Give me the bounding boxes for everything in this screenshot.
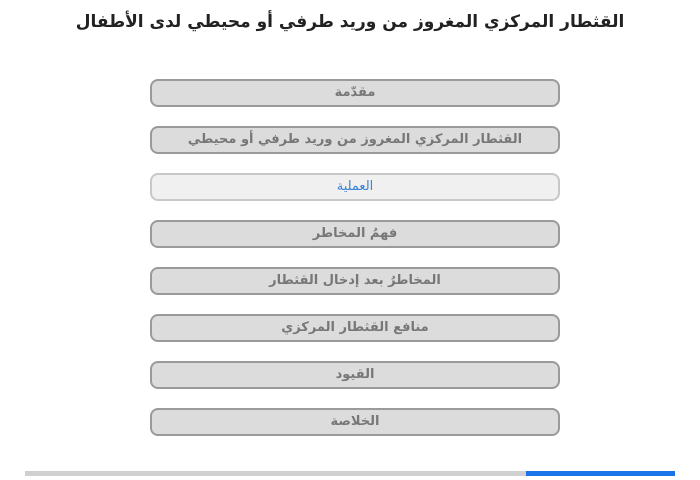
section-nav — [150, 79, 560, 455]
nav-item-risks-after-insertion[interactable]: المخاطرُ بعد إدخال القثطار — [150, 267, 560, 295]
nav-item-understanding-risks[interactable]: فهمُ المخاطر — [150, 220, 560, 248]
progress-bar — [25, 471, 675, 476]
progress-bar-fill — [526, 471, 676, 476]
nav-item-limitations[interactable]: القيود — [150, 361, 560, 389]
nav-item-benefits[interactable]: منافع القثطار المركزي — [150, 314, 560, 342]
nav-item-picc-overview[interactable]: القثطار المركزي المغروز من وريد طرفي أو محيطي — [150, 126, 560, 154]
nav-item-conclusion[interactable]: الخلاصة — [150, 408, 560, 436]
nav-item-procedure[interactable]: العملية — [150, 173, 560, 201]
page-title: القثطار المركزي المغروز من وريد طرفي أو محيطي لدى الأطفال — [75, 12, 625, 32]
nav-item-introduction[interactable]: مقدّمة — [150, 79, 560, 107]
